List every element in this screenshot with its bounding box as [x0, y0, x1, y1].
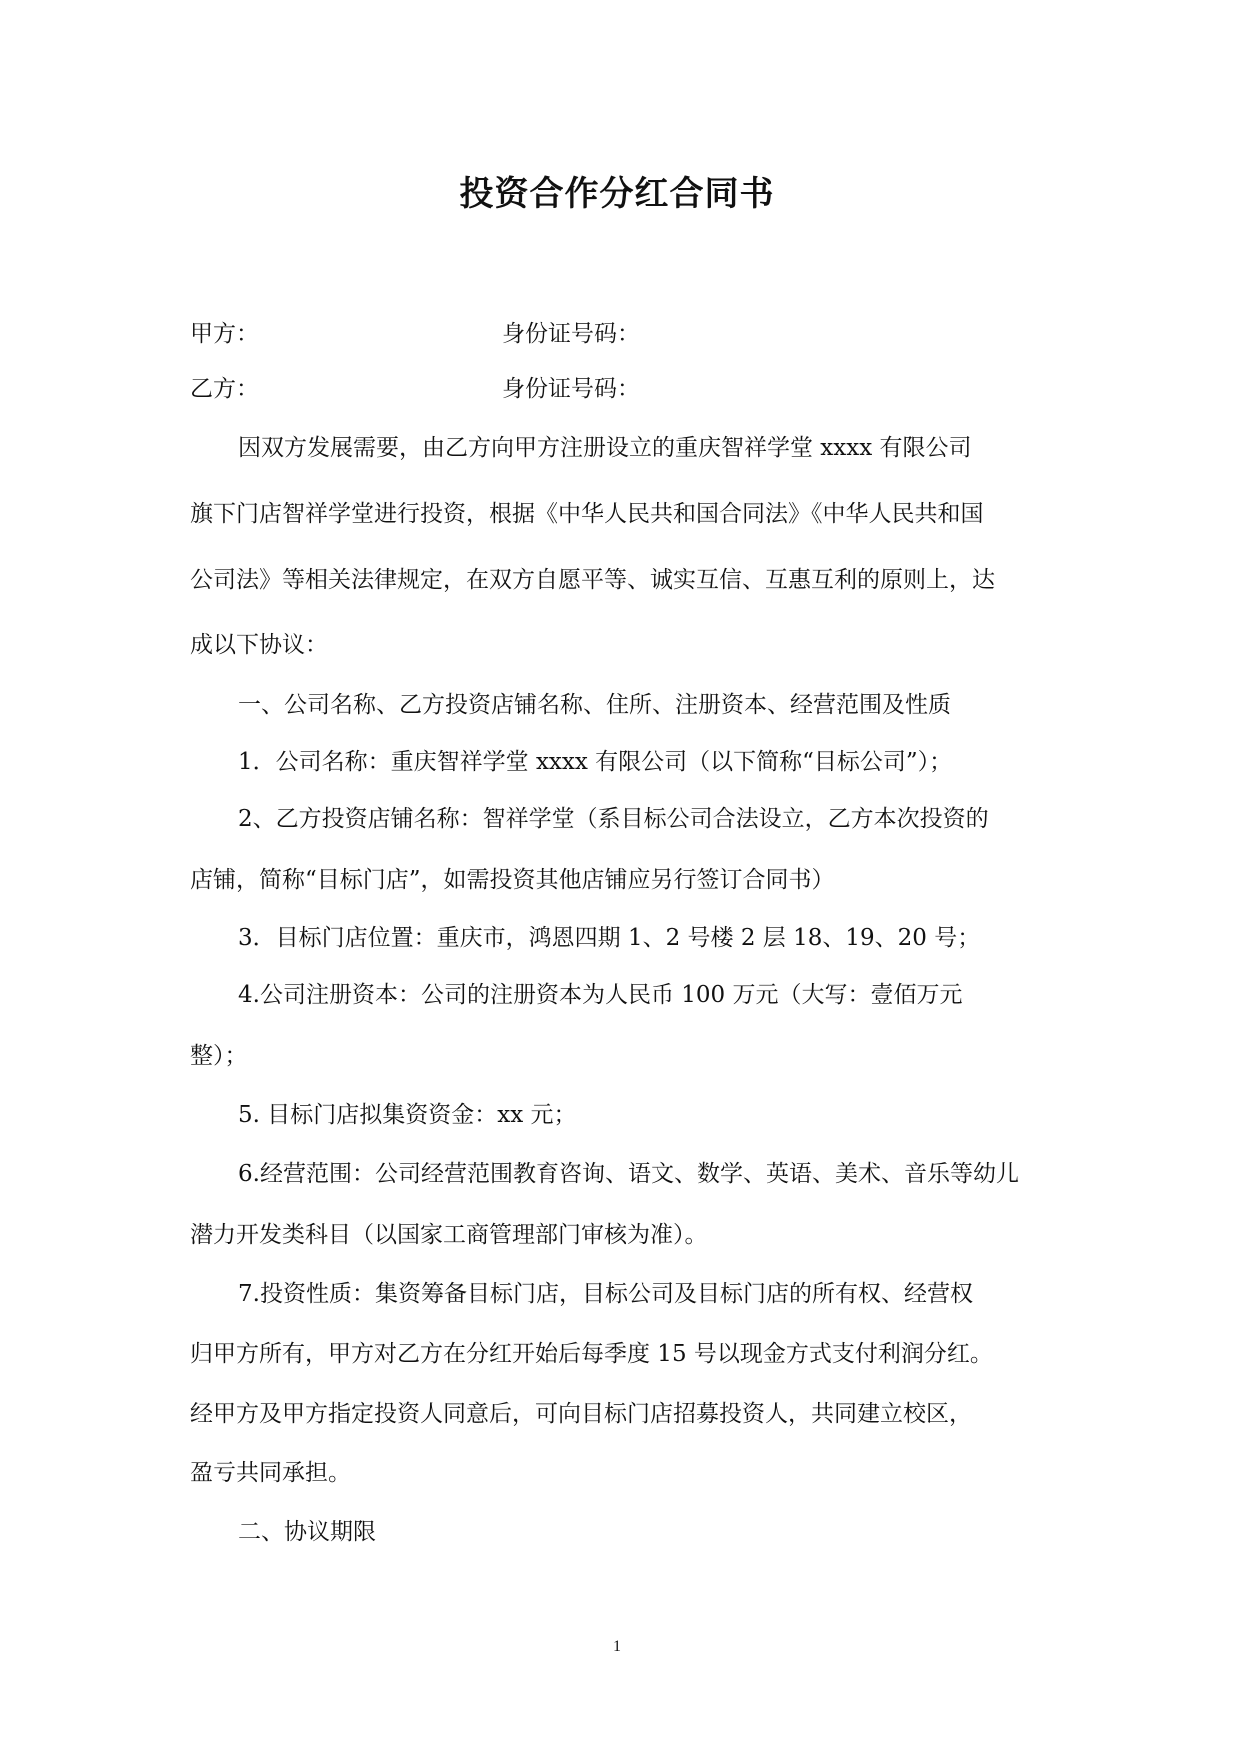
list-item: 6.经营范围：公司经营范围教育咨询、语文、数学、英语、美术、音乐等幼儿 — [238, 1161, 1019, 1187]
list-item: 2、乙方投资店铺名称：智祥学堂（系目标公司合法设立，乙方本次投资的 — [238, 806, 989, 832]
section-heading: 二、协议期限 — [238, 1519, 376, 1545]
paragraph-line: 潜力开发类科目（以国家工商管理部门审核为准）。 — [190, 1222, 708, 1248]
paragraph-line: 店铺，简称“目标门店”，如需投资其他店铺应另行签订合同书） — [190, 867, 835, 893]
list-item: 7.投资性质：集资筹备目标门店，目标公司及目标门店的所有权、经营权 — [238, 1281, 973, 1307]
list-item: 1．公司名称：重庆智祥学堂 xxxx 有限公司（以下简称“目标公司”）； — [238, 749, 953, 775]
document-title: 投资合作分红合同书 — [459, 174, 775, 214]
party-a-id-label: 身份证号码： — [502, 321, 640, 347]
section-heading: 一、公司名称、乙方投资店铺名称、住所、注册资本、经营范围及性质 — [238, 692, 951, 718]
list-item: 4.公司注册资本：公司的注册资本为人民币 100 万元（大写：壹佰万元 — [238, 982, 963, 1008]
party-a-label: 甲方： — [190, 321, 259, 347]
list-item: 5. 目标门店拟集资资金：xx 元； — [238, 1102, 577, 1128]
party-b-label: 乙方： — [190, 376, 259, 402]
paragraph-line: 成以下协议： — [190, 632, 328, 658]
party-b-id-label: 身份证号码： — [502, 376, 640, 402]
paragraph-line: 因双方发展需要，由乙方向甲方注册设立的重庆智祥学堂 xxxx 有限公司 — [238, 435, 972, 461]
paragraph-line: 整）； — [190, 1043, 248, 1069]
paragraph-line: 盈亏共同承担。 — [190, 1460, 351, 1486]
list-item: 3．目标门店位置：重庆市，鸿恩四期 1、2 号楼 2 层 18、19、20 号； — [238, 925, 981, 951]
paragraph-line: 旗下门店智祥学堂进行投资，根据《中华人民共和国合同法》《中华人民共和国 — [190, 501, 984, 527]
page-number: 1 — [613, 1638, 621, 1655]
paragraph-line: 经甲方及甲方指定投资人同意后，可向目标门店招募投资人，共同建立校区， — [190, 1401, 972, 1427]
paragraph-line: 公司法》等相关法律规定，在双方自愿平等、诚实互信、互惠互利的原则上，达 — [190, 567, 995, 593]
paragraph-line: 归甲方所有，甲方对乙方在分红开始后每季度 15 号以现金方式支付利润分红。 — [190, 1341, 993, 1367]
